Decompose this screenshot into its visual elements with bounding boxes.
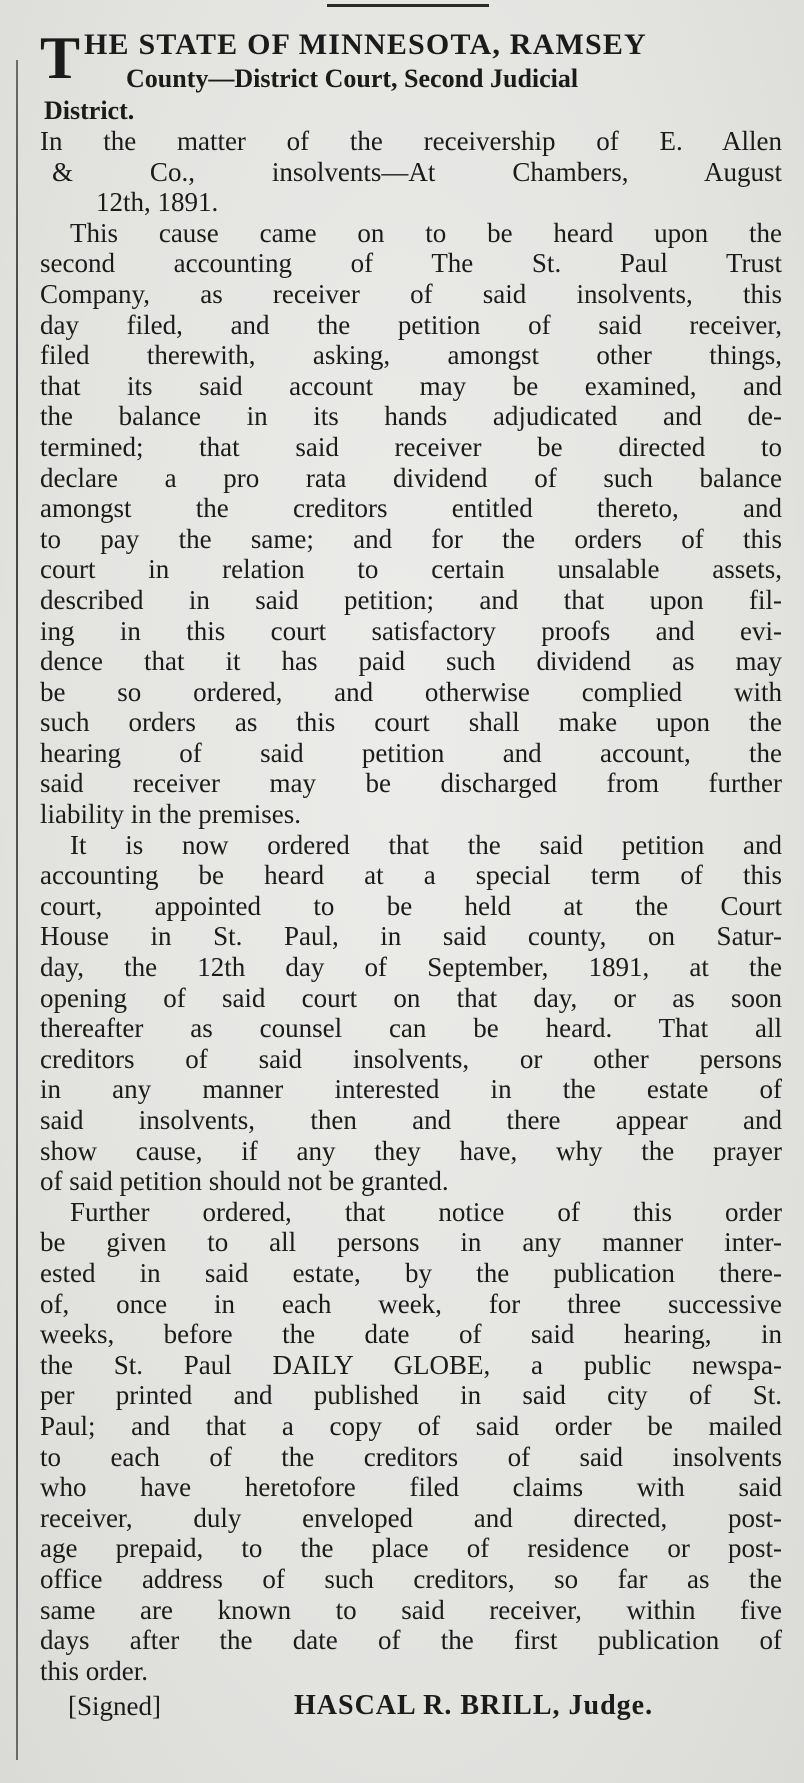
text-line: age prepaid, to the place of residence or post- — [40, 1533, 782, 1564]
paragraph-2 — [40, 830, 782, 1197]
text-line: ested in said estate, by the publication there- — [40, 1257, 782, 1288]
text-line: who have heretofore filed claims with said — [40, 1472, 782, 1503]
text-line: opening of said court on that day, or as soon — [40, 982, 782, 1013]
judge-name: HASCAL R. BRILL, Judge. — [294, 1690, 654, 1722]
text-line: day, the 12th day of September, 1891, at the — [40, 952, 782, 983]
text-line: same are known to said receiver, within five — [40, 1594, 782, 1625]
text-line: that its said account may be examined, and — [40, 370, 782, 401]
text-line: liability in the premises. — [40, 799, 301, 830]
text-line: termined; that said receiver be directed to — [40, 431, 782, 462]
text-line: Company, as receiver of said insolvents, this — [40, 278, 782, 309]
matter-caption — [40, 126, 782, 218]
paragraph-3 — [40, 1197, 782, 1687]
text-line: amongst the creditors entitled thereto, and — [40, 493, 782, 524]
text-line: be so ordered, and otherwise complied with — [40, 676, 782, 707]
text-line: described in said petition; and that upon fil- — [40, 584, 782, 615]
text-line: receiver, duly enveloped and directed, post- — [40, 1502, 782, 1533]
text-line: to pay the same; and for the orders of this — [40, 523, 782, 554]
text-line: this order. — [40, 1655, 148, 1686]
legal-notice — [40, 22, 782, 1726]
text-line: per printed and published in said city of St. — [40, 1380, 782, 1411]
top-rule — [327, 4, 489, 7]
text-line: of said petition should not be granted. — [40, 1166, 449, 1197]
text-line: to each of the creditors of said insolvents — [40, 1441, 782, 1472]
drop-cap: T — [40, 25, 81, 91]
text-line: court, appointed to be held at the Court — [40, 890, 782, 921]
text-line: days after the date of the first publication of — [40, 1625, 782, 1656]
text-line: Further ordered, that notice of this order — [70, 1196, 782, 1227]
text-line: in any manner interested in the estate of — [40, 1074, 782, 1105]
text-line: thereafter as counsel can be heard. That all — [40, 1013, 782, 1044]
text-line: creditors of said insolvents, or other persons — [40, 1043, 782, 1074]
text-line: hearing of said petition and account, the — [40, 737, 782, 768]
signature-line — [40, 1690, 782, 1726]
heading-line-1: HE STATE OF MINNESOTA, RAMSEY — [84, 28, 647, 61]
heading-line-3: District. — [44, 96, 135, 125]
text-line: such orders as this court shall make upon the — [40, 707, 782, 738]
column-border — [16, 60, 18, 1760]
matter-line: In the matter of the receivership of E. Allen — [40, 126, 782, 156]
signed-label: [Signed] — [68, 1691, 161, 1722]
text-line: show cause, if any they have, why the prayer — [40, 1135, 782, 1166]
notice-heading — [40, 22, 782, 126]
text-line: office address of such creditors, so far as the — [40, 1563, 782, 1594]
text-line: Paul; and that a copy of said order be mailed — [40, 1410, 782, 1441]
text-line: filed therewith, asking, amongst other things, — [40, 340, 782, 371]
text-line: said insolvents, then and there appear and — [40, 1105, 782, 1135]
text-line: second accounting of The St. Paul Trust — [40, 248, 782, 279]
text-line: It is now ordered that the said petition and — [70, 829, 782, 860]
text-line: House in St. Paul, in said county, on Satur- — [40, 921, 782, 952]
text-line: court in relation to certain unsalable assets, — [40, 554, 782, 585]
text-line: ing in this court satisfactory proofs and evi- — [40, 615, 782, 646]
text-line: the St. Paul DAILY GLOBE, a public newspa- — [40, 1349, 782, 1380]
text-line: be given to all persons in any manner inter- — [40, 1227, 782, 1258]
heading-line-2: County—District Court, Second Judicial — [126, 64, 579, 93]
matter-line: 12th, 1891. — [96, 187, 219, 218]
text-line: dence that it has paid such dividend as may — [40, 646, 782, 677]
paragraph-1 — [40, 218, 782, 830]
text-line: declare a pro rata dividend of such balance — [40, 462, 782, 493]
text-line: This cause came on to be heard upon the — [70, 217, 782, 248]
text-line: accounting be heard at a special term of this — [40, 860, 782, 891]
text-line: of, once in each week, for three successive — [40, 1288, 782, 1319]
text-line: the balance in its hands adjudicated and de- — [40, 401, 782, 432]
text-line: day filed, and the petition of said receiver, — [40, 309, 782, 340]
text-line: weeks, before the date of said hearing, in — [40, 1319, 782, 1350]
matter-line: & Co., insolvents—At Chambers, August — [52, 156, 782, 187]
text-line: said receiver may be discharged from further — [40, 768, 782, 799]
